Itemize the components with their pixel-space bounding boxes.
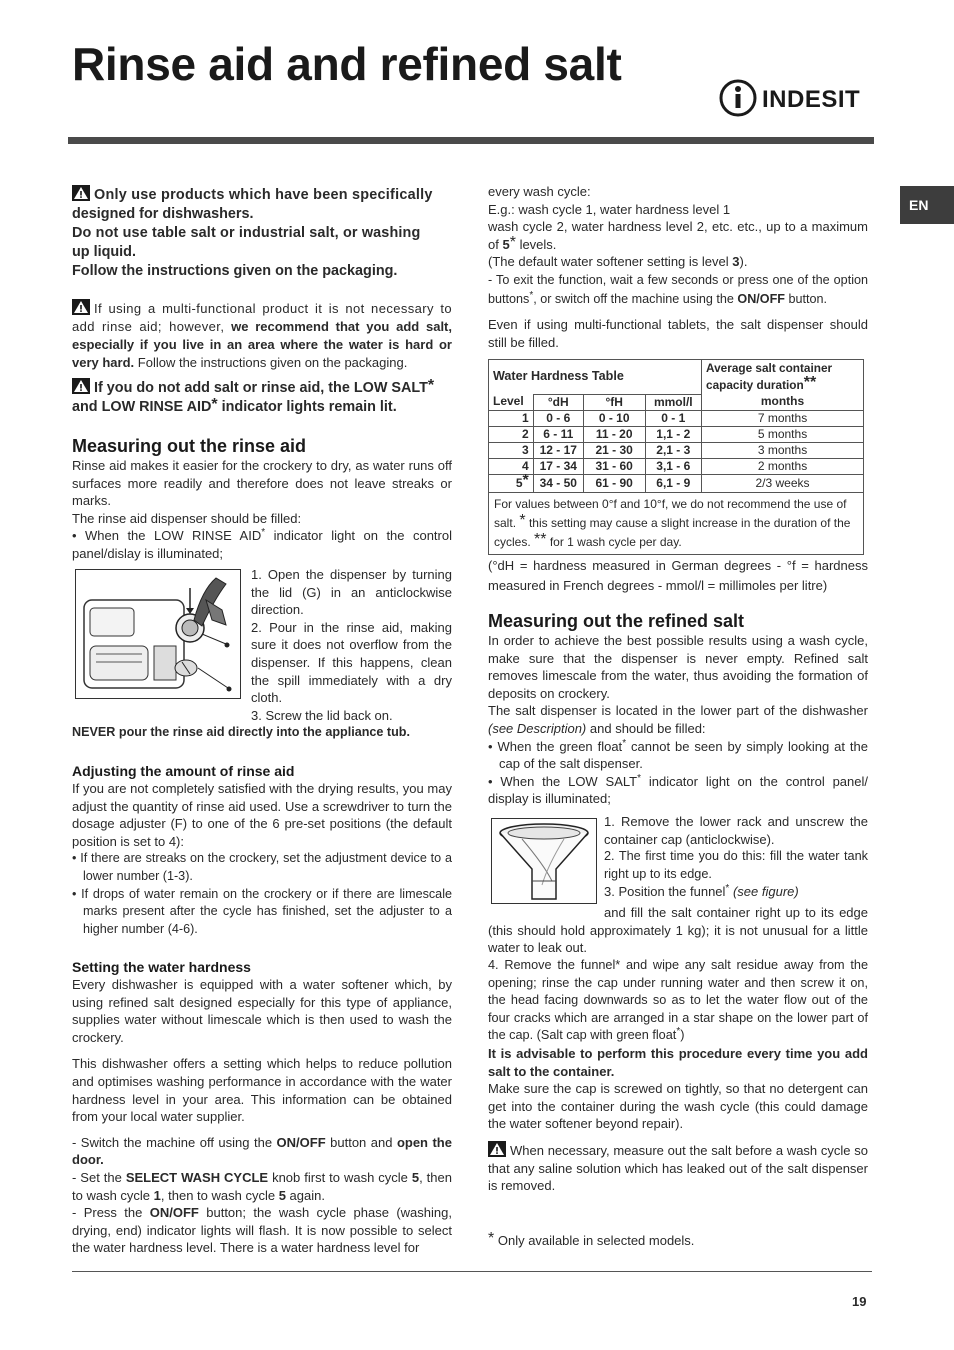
paragraph: If you are not completely satisfied with the drying results, you may adjust the quantity of rinse aid used. Use a screwdriver to turn the dosage adjuster (F) to one of the 6 pre-set positions (the default position is set to 4): xyxy=(72,781,452,849)
adjust-heading: Adjusting the amount of rinse aid xyxy=(72,763,295,779)
hardness-heading: Setting the water hardness xyxy=(72,959,251,975)
table-row: 4 17 - 34 31 - 60 3,1 - 6 2 months xyxy=(489,458,864,474)
svg-text:INDESIT: INDESIT xyxy=(762,86,861,113)
rinse-heading: Measuring out the rinse aid xyxy=(72,436,307,456)
table-row: 1 0 - 6 0 - 10 0 - 1 7 months xyxy=(489,410,864,426)
warning-text: indicator lights remain lit. xyxy=(221,399,397,415)
salt-steps-short xyxy=(604,813,868,901)
paragraph: In order to achieve the best possible results using a wash cycle, make sure that the dispenser is never empty. Refined salt removes limescale from the water, thus avoiding the formation of deposits on crockery. xyxy=(488,633,868,701)
warning-text: If you do not add salt or rinse aid, the LOW SALT xyxy=(94,380,428,396)
warning-text: If using a multi-functional product it is not necessary to add rinse aid; however, xyxy=(72,301,452,334)
step-item: 1. Remove the lower rack and unscrew the container cap (anticlockwise). xyxy=(604,814,868,847)
footer-rule xyxy=(72,1271,872,1272)
paragraph: every wash cycle: xyxy=(488,184,591,199)
footnote: * Only available in selected models. xyxy=(488,1230,695,1248)
step-item: 3. Screw the lid back on. xyxy=(251,707,393,723)
warning-icon xyxy=(72,185,90,201)
warning-text: Follow the instructions given on the packaging. xyxy=(137,355,408,370)
paragraph: Rinse aid makes it easier for the crockery to dry, as water runs off surfaces more readily and therefore does not leave streaks or marks. xyxy=(72,458,452,509)
warning-text: designed for dishwashers. xyxy=(72,206,254,222)
page-number: 19 xyxy=(852,1294,867,1309)
paragraph: E.g.: wash cycle 1, water hardness level 1 xyxy=(488,201,731,217)
step-item: - Switch the machine off using the ON/OFF button and open the door. xyxy=(72,1134,452,1168)
left-warning-2 xyxy=(72,299,452,372)
paragraph: The rinse aid dispenser should be filled: xyxy=(72,510,302,526)
table-row: 5* 34 - 50 61 - 90 6,1 - 9 2/3 weeks xyxy=(489,474,864,492)
header-rule xyxy=(68,137,874,144)
units-note: (°dH = hardness measured in German degrees - °f = hardness measured in French degrees - mmol/l = millimoles per litre) xyxy=(488,558,868,593)
step-item: 2. Pour in the rinse aid, making sure it does not overflow from the dispenser. If this happens, clean the spill immediately with a dry cloth. xyxy=(251,619,452,706)
warning-text: When necessary, measure out the salt before a wash cycle so that any saline solution which has leaked out of the salt dispenser is removed. xyxy=(488,1143,868,1194)
adjust-section xyxy=(72,780,452,938)
salt-heading: Measuring out the refined salt xyxy=(488,611,745,631)
step-item: 2. The first time you do this: fill the water tank right up to its edge. xyxy=(604,849,868,881)
column-header: °dH xyxy=(533,394,583,410)
paragraph: - To exit the function, wait a few seconds or press one of the option buttons*, or switch off the machine using the ON/OFF button. xyxy=(488,272,868,306)
warning-text: and LOW RINSE AID xyxy=(72,399,212,415)
language-tab: EN xyxy=(900,186,954,224)
step-item: 3. Position the funnel* (see figure) xyxy=(604,883,799,900)
column-header: °fH xyxy=(583,394,645,410)
step-item: - Press the ON/OFF button; the wash cycle phase (washing, drying, end) indicator lights will flash. It is now possible to select the water hardness level. There is a water hardness level for xyxy=(72,1205,452,1256)
bullet-item: • When the green float* cannot be seen by simply looking at the cap of the salt dispenser. xyxy=(488,737,869,772)
paragraph: (The default water softener setting is level 3). xyxy=(488,254,748,270)
table-note: For values between 0°f and 10°f, we do not recommend the use of salt. * this setting may cause a slight increase in the duration of the cycles. ** for 1 wash cycle per day. xyxy=(489,492,864,554)
bullet-item: • When the LOW RINSE AID* indicator light on the control panel/dislay is illuminated; xyxy=(72,527,452,561)
salt-warning xyxy=(488,1141,868,1195)
paragraph: Every dishwasher is equipped with a water softener which, by using refined salt designed especially for this type of appliance, supplies water without limescale which is then used to wash the crockery. xyxy=(72,977,452,1045)
table-title: Water Hardness Table xyxy=(489,360,702,395)
advice-text: It is advisable to perform this procedure every time you add salt to the container. xyxy=(488,1045,868,1079)
table-row: 3 12 - 17 21 - 30 2,1 - 3 3 months xyxy=(489,442,864,458)
salt-section xyxy=(488,632,868,808)
water-hardness-table xyxy=(488,359,864,555)
step-item: and fill the salt container right up to its edge (this should hold approximately 1 kg); it is not unusual for a little water to leak out. xyxy=(488,905,868,956)
paragraph: This dishwasher offers a setting which helps to reduce pollution and optimises washing performance in accordance with the water hardness level in your area. This information can be obtained from your local water supplier. xyxy=(72,1056,452,1125)
page-title: Rinse aid and refined salt xyxy=(72,38,622,90)
paragraph: wash cycle 2, water hardness level 2, etc. etc., up to a maximum of 5* levels. xyxy=(488,219,868,252)
step-item: 1. Open the dispenser by turning the lid (G) in an anticlockwise direction. xyxy=(251,567,452,618)
salt-funnel-figure xyxy=(491,818,597,904)
indesit-logo xyxy=(718,78,868,118)
rinse-dispenser-figure xyxy=(75,569,241,699)
bullet-item: • If there are streaks on the crockery, set the adjustment device to a lower number (1-3). xyxy=(72,851,452,883)
left-warning-3: If you do not add salt or rinse aid, the LOW SALT* and LOW RINSE AID* indicator lights remain lit. xyxy=(72,377,435,415)
bullet-item: • If drops of water remain on the crockery or if there are limescale marks present after the cycle has finished, set the adjuster to a higher number (4-6). xyxy=(72,886,452,936)
paragraph: Even if using multi-functional tablets, the salt dispenser should still be filled. xyxy=(488,316,868,350)
warning-text: up liquid. xyxy=(72,244,136,260)
column-header: months xyxy=(702,394,864,410)
warning-text: Do not use table salt or industrial salt, or washing xyxy=(72,225,421,241)
column-header: mmol/l xyxy=(645,394,701,410)
paragraph: The salt dispenser is located in the lower part of the dishwasher (see Description) and should be filled: xyxy=(488,703,868,736)
warning-icon xyxy=(72,299,90,315)
salt-steps-long xyxy=(488,904,868,957)
column-header: Level xyxy=(489,394,534,410)
rinse-intro xyxy=(72,457,452,563)
rinse-steps xyxy=(251,566,452,724)
warning-text: Only use products which have been specifically xyxy=(94,187,433,203)
table-duration-header: Average salt container capacity duration** xyxy=(702,360,864,395)
paragraph: Make sure the cap is screwed on tightly, so that no detergent can get into the container during the wash cycle (this could damage the water softener beyond repair). xyxy=(488,1081,868,1132)
table-row: 2 6 - 11 11 - 20 1,1 - 2 5 months xyxy=(489,426,864,442)
rinse-never-warning: NEVER pour the rinse aid directly into the appliance tub. xyxy=(72,725,410,739)
salt-steps-continued xyxy=(488,957,868,1133)
warning-text: Follow the instructions given on the packaging. xyxy=(72,263,398,279)
bullet-item: • When the LOW SALT* indicator light on the control panel/ display is illuminated; xyxy=(488,772,868,807)
hardness-continued xyxy=(488,183,868,351)
step-item: - Set the SELECT WASH CYCLE knob first to wash cycle 5, then to wash cycle 1, then to wash cycle 5 again. xyxy=(72,1169,452,1203)
warning-text-bold: we recommend that you add salt, especially if you live in an area where the water is hard or very hard. xyxy=(72,319,452,370)
step-item: 4. Remove the funnel* and wipe any salt residue away from the opening; rinse the cap under running water and then screw it on, the head facing downwards so as to let the water flow out of the four cracks which are arranged in a star shape on the lower part of the cap. (Salt cap with green float*) xyxy=(488,958,868,1043)
warning-icon xyxy=(488,1141,506,1157)
left-warning-1 xyxy=(72,185,452,281)
hardness-section xyxy=(72,976,452,1257)
warning-icon xyxy=(72,378,90,394)
